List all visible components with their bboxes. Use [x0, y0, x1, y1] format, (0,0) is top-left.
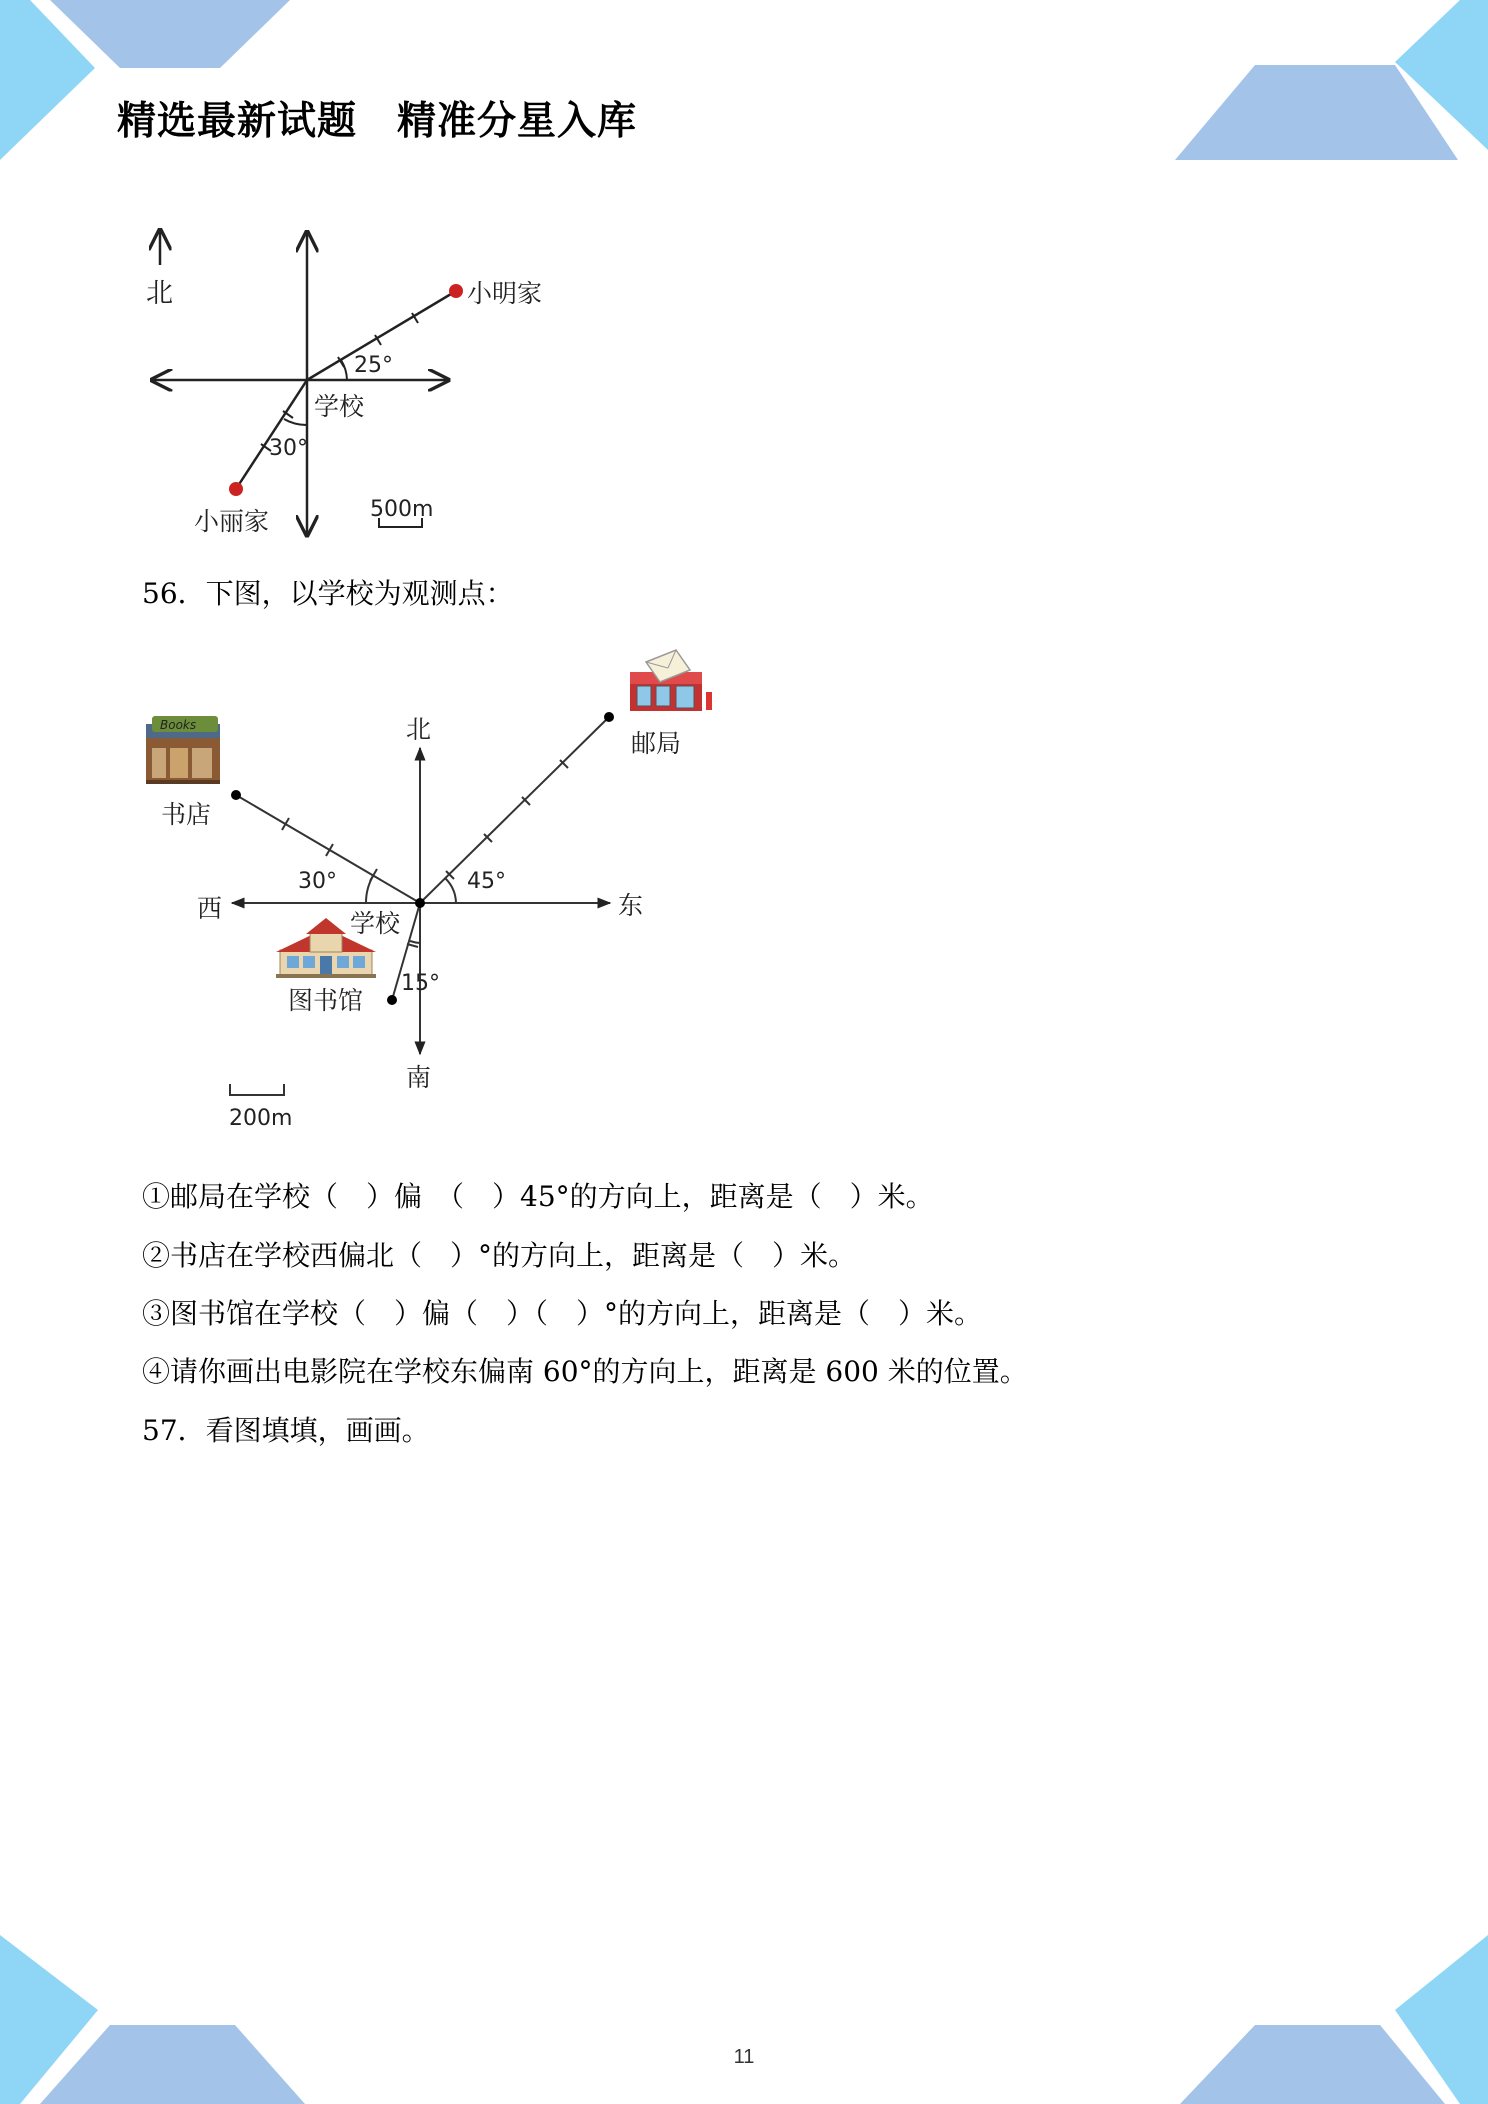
angle-label-ne: 25° [354, 353, 393, 378]
xiaoli-label: 小丽家 [194, 507, 270, 536]
post-office-point [604, 712, 614, 722]
scale-label: 500m [370, 497, 434, 522]
school-label: 学校 [350, 909, 401, 938]
label-west: 西 [197, 894, 223, 923]
question-57-stem: 57．看图填填，画画。 [142, 1414, 430, 1447]
angle-arc-post [445, 878, 456, 903]
label-south: 南 [406, 1063, 432, 1092]
xiaoming-label: 小明家 [467, 279, 543, 308]
bookstore-icon [146, 716, 220, 784]
post-office-label: 邮局 [631, 729, 682, 758]
angle-label-sw: 30° [269, 436, 308, 461]
bookstore-point [231, 790, 241, 800]
question-56-item-1: ①邮局在学校（ ）偏 （ ）45°的方向上，距离是（ ）米。 [142, 1180, 934, 1213]
tick [326, 844, 333, 856]
question-56-item-3: ③图书馆在学校（ ）偏（ ）（ ）°的方向上，距离是（ ）米。 [142, 1297, 983, 1330]
scale-bar [230, 1084, 284, 1095]
bookstore-label: 书店 [161, 800, 212, 829]
library-label: 图书馆 [288, 986, 364, 1015]
post-office-icon [630, 650, 712, 711]
question-56-item-4: ④请你画出电影院在学校东偏南 60°的方向上，距离是 600 米的位置。 [142, 1355, 1028, 1388]
angle-arc-library [410, 941, 420, 943]
scale-label: 200m [229, 1106, 293, 1131]
school-point [415, 898, 425, 908]
angle-label-library: 15° [401, 971, 440, 996]
label-north: 北 [406, 715, 432, 744]
angle-label-post: 45° [467, 869, 506, 894]
bookstore-sign: Books [160, 718, 197, 732]
question-56-stem: 56．下图，以学校为观测点： [142, 577, 514, 610]
ray-post-office [420, 717, 609, 903]
header-title: 精选最新试题 精准分星入库 [117, 99, 638, 144]
question-56-item-2: ②书店在学校西偏北（ ）°的方向上，距离是（ ）米。 [142, 1239, 857, 1272]
page-number: 11 [733, 2046, 755, 2068]
angle-label-bookstore: 30° [298, 869, 337, 894]
library-point [387, 995, 397, 1005]
north-indicator-label: 北 [146, 278, 173, 309]
school-label: 学校 [314, 392, 365, 421]
tick [282, 818, 289, 830]
label-east: 东 [618, 891, 644, 920]
